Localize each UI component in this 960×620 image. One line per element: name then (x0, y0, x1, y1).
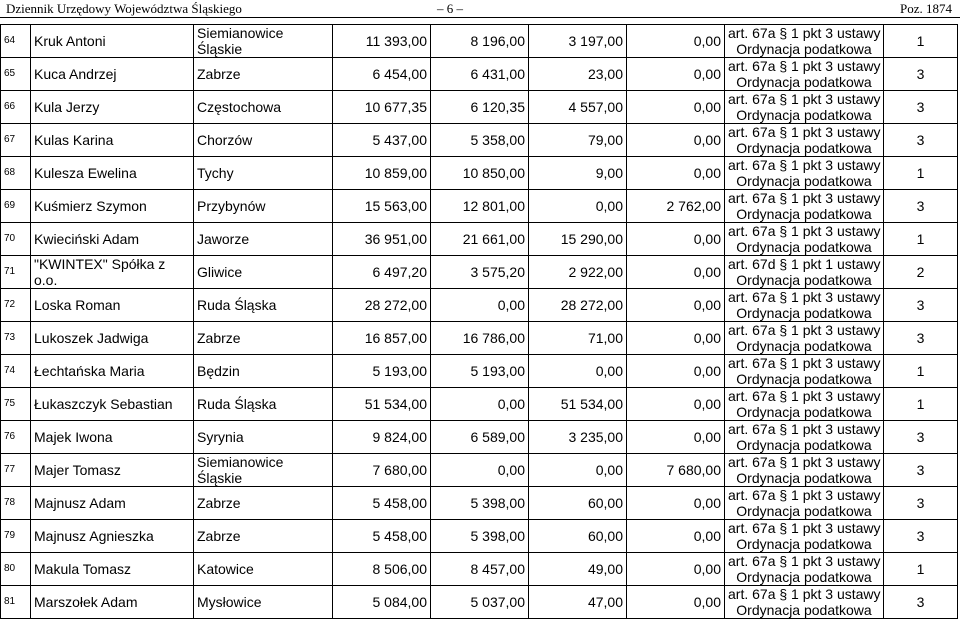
row-number-cell: 70 (1, 223, 31, 256)
amount-a-cell: 12 801,00 (431, 190, 529, 223)
legal-basis-line: Ordynacja podatkowa (736, 602, 872, 618)
amount-total-cell: 28 272,00 (333, 289, 431, 322)
legal-basis-cell (725, 289, 884, 322)
amount-b-cell: 9,00 (529, 157, 627, 190)
amount-total-cell: 5 084,00 (333, 586, 431, 619)
table-row (1, 487, 958, 520)
city-cell: Gliwice (194, 256, 333, 289)
legal-basis-line: art. 67a § 1 pkt 3 ustawy (728, 25, 881, 41)
legal-basis-line: Ordynacja podatkowa (736, 107, 872, 123)
amount-c-cell: 0,00 (627, 58, 725, 91)
table-row (1, 190, 958, 223)
amount-a-cell: 3 575,20 (431, 256, 529, 289)
legal-basis-line: art. 67a § 1 pkt 3 ustawy (728, 388, 881, 404)
legal-basis-line: Ordynacja podatkowa (736, 305, 872, 321)
legal-basis-cell (725, 190, 884, 223)
table-row (1, 124, 958, 157)
amount-b-cell: 4 557,00 (529, 91, 627, 124)
row-number-cell: 76 (1, 421, 31, 454)
row-number-cell: 77 (1, 454, 31, 487)
amount-c-cell: 0,00 (627, 223, 725, 256)
legal-basis-line: Ordynacja podatkowa (736, 503, 872, 519)
legal-basis-line: art. 67a § 1 pkt 3 ustawy (728, 190, 881, 206)
amount-a-cell: 5 358,00 (431, 124, 529, 157)
row-number-cell: 80 (1, 553, 31, 586)
debtor-name-cell: Kruk Antoni (31, 25, 194, 58)
debtor-name-cell: Kuśmierz Szymon (31, 190, 194, 223)
legal-basis-line: art. 67a § 1 pkt 3 ustawy (728, 157, 881, 173)
amount-total-cell: 15 563,00 (333, 190, 431, 223)
count-cell: 1 (884, 223, 958, 256)
row-number-cell: 72 (1, 289, 31, 322)
amount-total-cell: 5 437,00 (333, 124, 431, 157)
amount-total-cell: 51 534,00 (333, 388, 431, 421)
amount-c-cell: 0,00 (627, 421, 725, 454)
amount-a-cell: 8 196,00 (431, 25, 529, 58)
amount-c-cell: 0,00 (627, 520, 725, 553)
amount-a-cell: 5 193,00 (431, 355, 529, 388)
row-number-cell: 65 (1, 58, 31, 91)
legal-basis-cell (725, 256, 884, 289)
table-row (1, 355, 958, 388)
legal-basis-line: Ordynacja podatkowa (736, 41, 872, 57)
amount-b-cell: 0,00 (529, 454, 627, 487)
legal-basis-cell (725, 58, 884, 91)
count-cell: 3 (884, 322, 958, 355)
table-row (1, 586, 958, 619)
amount-c-cell: 0,00 (627, 355, 725, 388)
amount-c-cell: 0,00 (627, 487, 725, 520)
amount-total-cell: 36 951,00 (333, 223, 431, 256)
legal-basis-cell (725, 223, 884, 256)
row-number-cell: 81 (1, 586, 31, 619)
city-cell: Zabrze (194, 322, 333, 355)
legal-basis-line: art. 67a § 1 pkt 3 ustawy (728, 355, 881, 371)
table-row (1, 223, 958, 256)
legal-basis-line: art. 67a § 1 pkt 3 ustawy (728, 586, 881, 602)
legal-basis-line: art. 67a § 1 pkt 3 ustawy (728, 421, 881, 437)
legal-basis-cell (725, 388, 884, 421)
amount-total-cell: 16 857,00 (333, 322, 431, 355)
debtor-name-cell: Loska Roman (31, 289, 194, 322)
amount-b-cell: 2 922,00 (529, 256, 627, 289)
amount-b-cell: 3 197,00 (529, 25, 627, 58)
amount-total-cell: 6 497,20 (333, 256, 431, 289)
city-cell: Chorzów (194, 124, 333, 157)
count-cell: 3 (884, 520, 958, 553)
debtor-name-cell: Majek Iwona (31, 421, 194, 454)
journal-title: Dziennik Urzędowy Województwa Śląskiego (6, 1, 242, 16)
debtor-name-cell: Łukaszczyk Sebastian (31, 388, 194, 421)
city-cell: Tychy (194, 157, 333, 190)
count-cell: 1 (884, 25, 958, 58)
legal-basis-line: Ordynacja podatkowa (736, 338, 872, 354)
row-number-cell: 78 (1, 487, 31, 520)
amount-total-cell: 6 454,00 (333, 58, 431, 91)
count-cell: 1 (884, 157, 958, 190)
amount-b-cell: 15 290,00 (529, 223, 627, 256)
legal-basis-line: art. 67a § 1 pkt 3 ustawy (728, 454, 881, 470)
legal-basis-line: art. 67a § 1 pkt 3 ustawy (728, 487, 881, 503)
amount-total-cell: 11 393,00 (333, 25, 431, 58)
amount-c-cell: 0,00 (627, 124, 725, 157)
table-row (1, 25, 958, 58)
legal-basis-line: art. 67a § 1 pkt 3 ustawy (728, 223, 881, 239)
row-number-cell: 69 (1, 190, 31, 223)
legal-basis-cell (725, 124, 884, 157)
amount-c-cell: 0,00 (627, 322, 725, 355)
legal-basis-cell (725, 454, 884, 487)
city-cell: Częstochowa (194, 91, 333, 124)
row-number-cell: 73 (1, 322, 31, 355)
legal-basis-line: Ordynacja podatkowa (736, 569, 872, 585)
table-row (1, 289, 958, 322)
row-number-cell: 71 (1, 256, 31, 289)
legal-basis-line: art. 67d § 1 pkt 1 ustawy (728, 256, 881, 272)
amount-b-cell: 79,00 (529, 124, 627, 157)
table-row (1, 388, 958, 421)
amount-a-cell: 21 661,00 (431, 223, 529, 256)
table-row (1, 256, 958, 289)
legal-basis-cell (725, 157, 884, 190)
count-cell: 3 (884, 454, 958, 487)
row-number-cell: 64 (1, 25, 31, 58)
legal-basis-line: Ordynacja podatkowa (736, 272, 872, 288)
legal-basis-cell (725, 553, 884, 586)
legal-basis-cell (725, 91, 884, 124)
amount-total-cell: 5 458,00 (333, 487, 431, 520)
legal-basis-line: art. 67a § 1 pkt 3 ustawy (728, 289, 881, 305)
city-cell: Zabrze (194, 520, 333, 553)
records-body (1, 25, 958, 619)
city-cell: Mysłowice (194, 586, 333, 619)
count-cell: 3 (884, 190, 958, 223)
legal-basis-line: Ordynacja podatkowa (736, 404, 872, 420)
legal-basis-line: art. 67a § 1 pkt 3 ustawy (728, 91, 881, 107)
table-row (1, 157, 958, 190)
table-row (1, 91, 958, 124)
count-cell: 3 (884, 586, 958, 619)
city-cell: Syrynia (194, 421, 333, 454)
amount-a-cell: 0,00 (431, 454, 529, 487)
legal-basis-line: Ordynacja podatkowa (736, 437, 872, 453)
amount-total-cell: 5 458,00 (333, 520, 431, 553)
legal-basis-line: art. 67a § 1 pkt 3 ustawy (728, 520, 881, 536)
table-row (1, 454, 958, 487)
amount-c-cell: 0,00 (627, 91, 725, 124)
amount-b-cell: 0,00 (529, 355, 627, 388)
amount-c-cell: 0,00 (627, 553, 725, 586)
debtor-name-cell: Kulas Karina (31, 124, 194, 157)
city-cell: Siemianowice Śląskie (194, 25, 333, 58)
amount-a-cell: 6 431,00 (431, 58, 529, 91)
amount-c-cell: 0,00 (627, 586, 725, 619)
legal-basis-cell (725, 25, 884, 58)
amount-a-cell: 5 037,00 (431, 586, 529, 619)
amount-total-cell: 8 506,00 (333, 553, 431, 586)
debtor-name-cell: Łechtańska Maria (31, 355, 194, 388)
debtor-name-cell: Majer Tomasz (31, 454, 194, 487)
amount-a-cell: 6 589,00 (431, 421, 529, 454)
legal-basis-line: art. 67a § 1 pkt 3 ustawy (728, 58, 881, 74)
city-cell: Ruda Śląska (194, 388, 333, 421)
row-number-cell: 74 (1, 355, 31, 388)
legal-basis-line: Ordynacja podatkowa (736, 206, 872, 222)
amount-c-cell: 7 680,00 (627, 454, 725, 487)
amount-b-cell: 47,00 (529, 586, 627, 619)
amount-a-cell: 6 120,35 (431, 91, 529, 124)
legal-basis-line: art. 67a § 1 pkt 3 ustawy (728, 124, 881, 140)
amount-b-cell: 71,00 (529, 322, 627, 355)
count-cell: 1 (884, 388, 958, 421)
city-cell: Zabrze (194, 58, 333, 91)
legal-basis-cell (725, 322, 884, 355)
legal-basis-cell (725, 487, 884, 520)
amount-total-cell: 5 193,00 (333, 355, 431, 388)
city-cell: Katowice (194, 553, 333, 586)
debtor-name-cell: Makula Tomasz (31, 553, 194, 586)
count-cell: 3 (884, 487, 958, 520)
debtor-name-cell: "KWINTEX" Spółka z o.o. (31, 256, 194, 289)
row-number-cell: 66 (1, 91, 31, 124)
amount-c-cell: 0,00 (627, 157, 725, 190)
amount-c-cell: 0,00 (627, 388, 725, 421)
legal-basis-line: Ordynacja podatkowa (736, 536, 872, 552)
count-cell: 3 (884, 289, 958, 322)
city-cell: Jaworze (194, 223, 333, 256)
amount-b-cell: 51 534,00 (529, 388, 627, 421)
city-cell: Zabrze (194, 487, 333, 520)
amount-c-cell: 0,00 (627, 289, 725, 322)
amount-b-cell: 49,00 (529, 553, 627, 586)
debtor-name-cell: Majnusz Adam (31, 487, 194, 520)
count-cell: 1 (884, 553, 958, 586)
amount-c-cell: 0,00 (627, 25, 725, 58)
legal-basis-cell (725, 586, 884, 619)
amount-b-cell: 0,00 (529, 190, 627, 223)
amount-a-cell: 8 457,00 (431, 553, 529, 586)
legal-basis-line: art. 67a § 1 pkt 3 ustawy (728, 322, 881, 338)
amount-a-cell: 5 398,00 (431, 487, 529, 520)
legal-basis-line: Ordynacja podatkowa (736, 140, 872, 156)
city-cell: Ruda Śląska (194, 289, 333, 322)
amount-c-cell: 0,00 (627, 256, 725, 289)
page-header (0, 0, 960, 20)
debtor-name-cell: Kuca Andrzej (31, 58, 194, 91)
amount-b-cell: 23,00 (529, 58, 627, 91)
header-rule (0, 17, 960, 18)
debtor-name-cell: Kula Jerzy (31, 91, 194, 124)
amount-a-cell: 0,00 (431, 289, 529, 322)
legal-basis-cell (725, 520, 884, 553)
city-cell: Siemianowice Śląskie (194, 454, 333, 487)
amount-c-cell: 2 762,00 (627, 190, 725, 223)
legal-basis-line: Ordynacja podatkowa (736, 173, 872, 189)
position-number: Poz. 1874 (900, 1, 952, 16)
amount-total-cell: 10 859,00 (333, 157, 431, 190)
records-table (0, 24, 958, 619)
count-cell: 3 (884, 421, 958, 454)
amount-b-cell: 3 235,00 (529, 421, 627, 454)
amount-total-cell: 10 677,35 (333, 91, 431, 124)
legal-basis-line: Ordynacja podatkowa (736, 470, 872, 486)
city-cell: Przybynów (194, 190, 333, 223)
amount-a-cell: 5 398,00 (431, 520, 529, 553)
legal-basis-line: art. 67a § 1 pkt 3 ustawy (728, 553, 881, 569)
page-number: – 6 – (437, 1, 463, 16)
count-cell: 1 (884, 355, 958, 388)
table-row (1, 421, 958, 454)
debtor-name-cell: Marszołek Adam (31, 586, 194, 619)
table-row (1, 322, 958, 355)
city-cell: Będzin (194, 355, 333, 388)
table-row (1, 553, 958, 586)
count-cell: 3 (884, 91, 958, 124)
legal-basis-cell (725, 355, 884, 388)
legal-basis-line: Ordynacja podatkowa (736, 74, 872, 90)
count-cell: 2 (884, 256, 958, 289)
count-cell: 3 (884, 58, 958, 91)
legal-basis-line: Ordynacja podatkowa (736, 371, 872, 387)
debtor-name-cell: Majnusz Agnieszka (31, 520, 194, 553)
table-row (1, 520, 958, 553)
debtor-name-cell: Kulesza Ewelina (31, 157, 194, 190)
amount-b-cell: 60,00 (529, 487, 627, 520)
table-row (1, 58, 958, 91)
legal-basis-line: Ordynacja podatkowa (736, 239, 872, 255)
amount-total-cell: 7 680,00 (333, 454, 431, 487)
row-number-cell: 67 (1, 124, 31, 157)
row-number-cell: 75 (1, 388, 31, 421)
amount-b-cell: 28 272,00 (529, 289, 627, 322)
count-cell: 3 (884, 124, 958, 157)
row-number-cell: 68 (1, 157, 31, 190)
amount-a-cell: 16 786,00 (431, 322, 529, 355)
amount-b-cell: 60,00 (529, 520, 627, 553)
debtor-name-cell: Lukoszek Jadwiga (31, 322, 194, 355)
amount-a-cell: 0,00 (431, 388, 529, 421)
debtor-name-cell: Kwieciński Adam (31, 223, 194, 256)
legal-basis-cell (725, 421, 884, 454)
row-number-cell: 79 (1, 520, 31, 553)
amount-total-cell: 9 824,00 (333, 421, 431, 454)
amount-a-cell: 10 850,00 (431, 157, 529, 190)
